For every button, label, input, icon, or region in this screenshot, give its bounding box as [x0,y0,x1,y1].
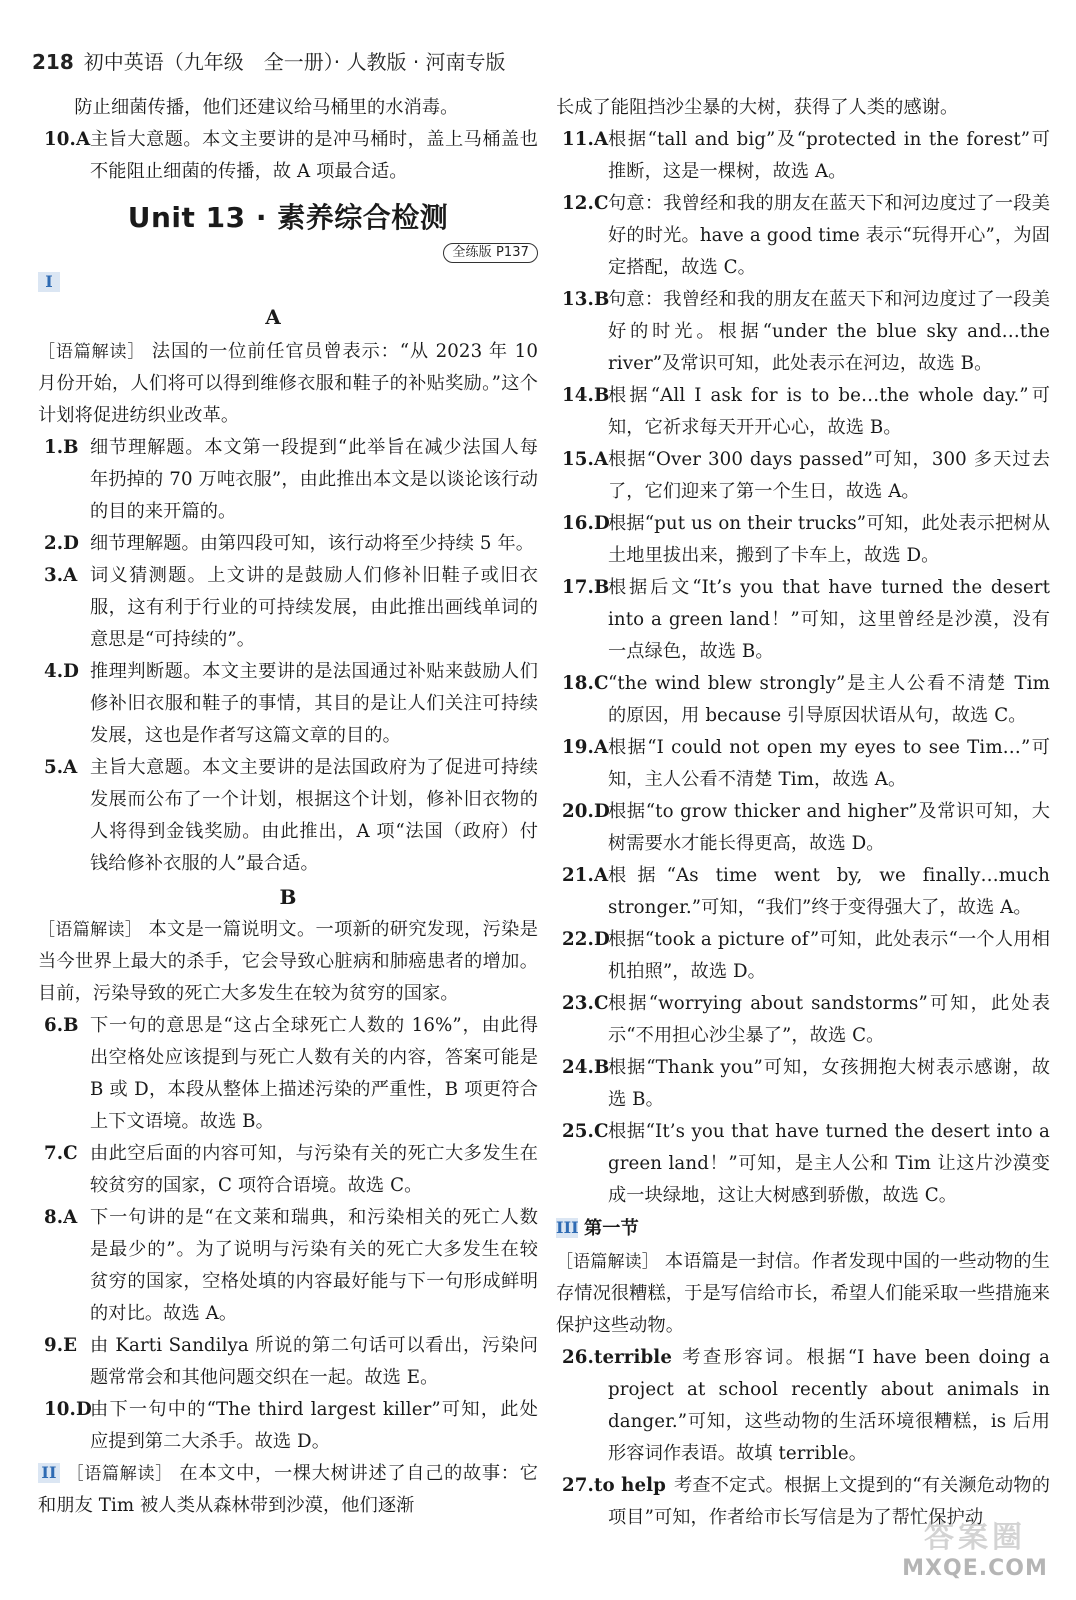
answer-number: 8.A [44,1207,78,1228]
continued-text: 长成了能阻挡沙尘暴的大树，获得了人类的感谢。 [556,97,959,118]
watermark-url: MXQE.COM [902,1556,1048,1581]
answer-explanation: 根据“I could not open my eyes to see Tim…”可知，主人公看不清楚 Tim，故选 A。 [608,737,1050,790]
answer-explanation: 根据“It’s you that have turned the desert into a green land！”可知，是主人公和 Tim 让这片沙漠变成一块绿地，这让大树感到骄傲，故选 C。 [608,1121,1050,1206]
answer-item [38,432,538,528]
answer-item [556,796,1050,860]
answer-explanation: 由此空后面的内容可知，与污染有关的死亡大多发生在较贫穷的国家，C 项符合语境。故选 C。 [90,1143,538,1196]
answer-item [556,572,1050,668]
answer-item [38,656,538,752]
answer-item [38,752,538,880]
section-heading-a: A [265,305,281,329]
answer-number: 10.D [44,1399,92,1420]
passage-summary-tag: ［语篇解读］ [38,342,146,362]
passage-summary-tag: ［语篇解读］ [556,1252,659,1272]
passage-summary-text: 本文是一篇说明文。一项新的研究发现，污染是当今世界上最大的杀手，它会导致心脏病和肺癌患者的增加。目前，污染导致的死亡大多发生在较为贫穷的国家。 [38,919,538,1004]
answer-explanation: 根据“worrying about sandstorms”可知，此处表示“不用担心沙尘暴了”，故选 C。 [608,993,1050,1046]
answer-explanation: 根据“Over 300 days passed”可知，300 多天过去了，它们迎来了第一个生日，故选 A。 [608,449,1050,502]
answer-explanation: 根据“took a picture of”可知，此处表示“一个人用相机拍照”，故选 D。 [608,929,1050,982]
answer-explanation: 句意：我曾经和我的朋友在蓝天下和河边度过了一段美好的时光。根据“under the blue sky and…the river”及常识可知，此处表示在河边，故选 B。 [608,289,1050,374]
answer-item [556,668,1050,732]
roman-numeral-badge: I [38,272,60,292]
passage-summary-tag: ［语篇解读］ [38,920,143,940]
passage-summary-text: 法国的一位前任官员曾表示：“从 2023 年 10 月份开始，人们将可以得到维修衣服和鞋子的补贴奖励。”这个计划将促进纺织业改革。 [38,341,538,426]
answer-explanation: 词义猜测题。上文讲的是鼓励人们修补旧鞋子或旧衣服，这有利于行业的可持续发展，由此推出画线单词的意思是“可持续的”。 [90,565,538,650]
answer-number: 4.D [44,661,80,682]
right-column [556,92,1050,1534]
answer-explanation: 下一句讲的是“在文莱和瑞典，和污染相关的死亡人数是最少的”。为了说明与污染有关的死亡大多发生在较贫穷的国家，空格处填的内容最好能与下一句形成鲜明的对比。故选 A。 [90,1207,538,1324]
answer-explanation: 推理判断题。本文主要讲的是法国通过补贴来鼓励人们修补旧衣服和鞋子的事情，其目的是让人们关注可持续发展，这也是作者写这篇文章的目的。 [90,661,538,746]
passage-summary-text: 在本文中，一棵大树讲述了自己的故事：它和朋友 Tim 被人类从森林带到沙漠，他们逐渐 [38,1463,538,1516]
answer-explanation: 考查不定式。根据上文提到的“有关濒危动物的项目”可知，作者给市长写信是为了帮忙保护动 [608,1475,1050,1528]
answer-item [38,1138,538,1202]
answer-explanation: 根据“to grow thicker and higher”及常识可知，大树需要水才能长得更高，故选 D。 [608,801,1050,854]
answer-number: 2.D [44,533,80,554]
answer-explanation: 句意：我曾经和我的朋友在蓝天下和河边度过了一段美好的时光。have a good time 表示“玩得开心”，为固定搭配，故选 C。 [608,193,1050,278]
site-watermark [900,1512,1050,1592]
answer-item [38,1010,538,1138]
passage-summary-b [38,914,538,1010]
passage-summary-text: 本语篇是一封信。作者发现中国的一些动物的生存情况很糟糕，于是写信给市长，希望人们能采取一些措施来保护这些动物。 [556,1251,1050,1336]
answer-number: 19.A [562,737,609,758]
answer-number: 25.C [562,1121,609,1142]
continued-text: 防止细菌传播，他们还建议给马桶里的水消毒。 [74,97,459,118]
answer-item [556,1116,1050,1212]
answer-explanation: 由 Karti Sandilya 所说的第二句话可以看出，污染问题常常会和其他问题交织在一起。故选 E。 [90,1335,538,1388]
answer-number: 5.A [44,757,78,778]
answer-number: 26.terrible [562,1347,672,1368]
page-header [32,46,1042,78]
answer-number: 21.A [562,865,609,886]
answer-item [556,1052,1050,1116]
answer-explanation: 细节理解题。本文第一段提到“此举旨在减少法国人每年扔掉的 70 万吨衣服”，由此推出本文是以谈论该行动的目的来开篇的。 [90,437,538,522]
answer-item [556,988,1050,1052]
answer-item-10a [38,124,538,188]
answer-number: 9.E [44,1335,78,1356]
page-number: 218 [32,50,74,74]
answer-explanation: 根据后文“It’s you that have turned the desert into a green land！”可知，这里曾经是沙漠，没有一点绿色，故选 B。 [608,577,1050,662]
answer-number: 20.D [562,801,610,822]
roman-numeral-badge: II [38,1463,60,1483]
answer-explanation: 下一句的意思是“这占全球死亡人数的 16%”，由此得出空格处应该提到与死亡人数有关的内容，答案可能是 B 或 D，本段从整体上描述污染的严重性，B 项更符合上下文语境。故选 B。 [90,1015,538,1132]
answer-explanation: 主旨大意题。本文主要讲的是法国政府为了促进可持续发展而公布了一个计划，根据这个计划，修补旧衣物的人将得到金钱奖励。由此推出，A 项“法国（政府）付钱给修补衣服的人”最合适。 [90,757,538,874]
answer-item [556,380,1050,444]
answer-explanation: 主旨大意题。本文主要讲的是冲马桶时，盖上马桶盖也不能阻止细菌的传播，故 A 项最合适。 [90,129,538,182]
unit-title: Unit 13 · 素养综合检测 [127,201,449,234]
part-3-title: 第一节 [584,1218,639,1239]
page-reference-badge: 全练版 P137 [443,243,538,263]
roman-numeral-badge: III [556,1218,579,1237]
book-title: 初中英语（九年级 全一册）· 人教版 · 河南专版 [83,50,506,74]
answer-item [556,444,1050,508]
answer-number: 11.A [562,129,609,150]
answer-number: 12.C [562,193,609,214]
answer-number: 16.D [562,513,610,534]
answer-number: 18.C [562,673,609,694]
answer-number: 17.B [562,577,610,598]
passage-summary-tag: ［语篇解读］ [66,1464,173,1484]
answer-number: 27.to help [562,1475,666,1496]
answer-explanation: 根据“All I ask for is to be…the whole day.”可知，它祈求每天开开心心，故选 B。 [608,385,1050,438]
answer-number: 13.B [562,289,610,310]
answer-explanation: 由下一句中的“The third largest killer”可知，此处应提到第二大杀手。故选 D。 [90,1399,538,1452]
answer-number: 1.B [44,437,79,458]
answer-number: 24.B [562,1057,610,1078]
answer-item [38,1394,538,1458]
left-column [38,92,538,1522]
answer-item [556,508,1050,572]
answer-item [556,732,1050,796]
answer-number: 6.B [44,1015,79,1036]
answer-item [556,860,1050,924]
answer-number: 14.B [562,385,610,406]
answer-item [556,188,1050,284]
answer-number: 3.A [44,565,78,586]
answer-number: 22.D [562,929,610,950]
answer-item [556,284,1050,380]
part-3-header [556,1212,1050,1246]
passage-summary-part-2 [38,1458,538,1522]
answer-item [38,1330,538,1394]
answer-explanation: 考查形容词。根据“I have been doing a project at school recently about animals in danger.”可知，这些动物的生活环境很糟糕，is 后用形容词作表语。故填 terrible。 [608,1347,1050,1464]
answer-explanation: 根据“As time went by, we finally…much stronger.”可知，“我们”终于变得强大了，故选 A。 [608,865,1050,918]
answer-explanation: 根据“tall and big”及“protected in the forest”可推断，这是一棵树，故选 A。 [608,129,1050,182]
section-heading-b: B [279,885,297,909]
answer-item [556,924,1050,988]
answer-item [38,1202,538,1330]
answer-item [38,560,538,656]
answer-explanation: 根据“Thank you”可知，女孩拥抱大树表示感谢，故选 B。 [608,1057,1050,1110]
answer-item [556,1342,1050,1470]
answer-explanation: 根据“put us on their trucks”可知，此处表示把树从土地里拔出来，搬到了卡车上，故选 D。 [608,513,1050,566]
answer-number: 15.A [562,449,609,470]
answer-number: 7.C [44,1143,78,1164]
answer-number: 10.A [44,129,91,150]
passage-summary-a [38,336,538,432]
part-1-header [38,266,538,336]
answer-number: 23.C [562,993,609,1014]
answer-item [556,124,1050,188]
passage-summary-part-3 [556,1246,1050,1342]
answer-explanation: “the wind blew strongly”是主人公看不清楚 Tim 的原因，用 because 引导原因状语从句，故选 C。 [608,673,1050,726]
answer-item [38,528,538,560]
answer-explanation: 细节理解题。由第四段可知，该行动将至少持续 5 年。 [90,533,535,554]
watermark-logo-text: 答案圈 [924,1520,1026,1555]
